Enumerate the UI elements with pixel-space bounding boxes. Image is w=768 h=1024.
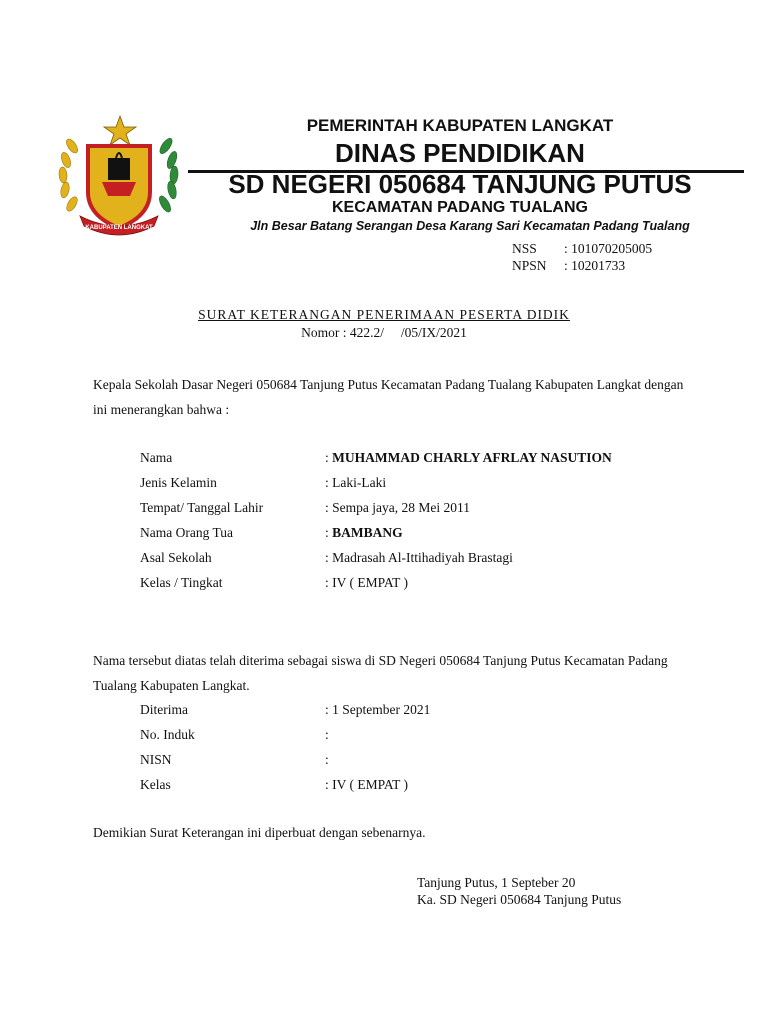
document-title bbox=[0, 306, 768, 323]
field-value: : MUHAMMAD CHARLY AFRLAY NASUTION bbox=[325, 450, 612, 465]
department-name: DINAS PENDIDIKAN bbox=[335, 138, 585, 168]
nss-row bbox=[512, 240, 652, 257]
school-address: Jln Besar Batang Serangan Desa Karang Sari Kecamatan Padang Tualang bbox=[250, 219, 690, 233]
field-value: : bbox=[325, 752, 329, 767]
field-label: Nama bbox=[140, 450, 173, 465]
closing-paragraph: Demikian Surat Keterangan ini diperbuat dengan sebenarnya. bbox=[93, 825, 426, 840]
field-label: Kelas / Tingkat bbox=[140, 575, 223, 590]
field-value: : 1 September 2021 bbox=[325, 702, 431, 717]
school-name: SD NEGERI 050684 TANJUNG PUTUS bbox=[228, 169, 692, 199]
field-value: : Madrasah Al-Ittihadiyah Brastagi bbox=[325, 550, 513, 565]
document-number: Nomor : 422.2/ /05/IX/2021 bbox=[301, 325, 467, 340]
field-value: : Laki-Laki bbox=[325, 475, 387, 490]
signature-place-date: Tanjung Putus, 1 Septeber 20 bbox=[417, 875, 576, 890]
field-label: Kelas bbox=[140, 777, 171, 792]
field-label: Jenis Kelamin bbox=[140, 475, 217, 490]
svg-text:KABUPATEN LANGKAT: KABUPATEN LANGKAT bbox=[85, 225, 153, 231]
signature-role: Ka. SD Negeri 050684 Tanjung Putus bbox=[417, 892, 622, 907]
npsn-value: : 10201733 bbox=[564, 258, 626, 273]
district-name: KECAMATAN PADANG TUALANG bbox=[332, 199, 588, 216]
field-value: : IV ( EMPAT ) bbox=[325, 777, 409, 792]
field-label: Nama Orang Tua bbox=[140, 525, 233, 540]
field-label: Diterima bbox=[140, 702, 188, 717]
government-name: PEMERINTAH KABUPATEN LANGKAT bbox=[306, 116, 614, 135]
field-label: Asal Sekolah bbox=[140, 550, 212, 565]
intro-paragraph: Kepala Sekolah Dasar Negeri 050684 Tanjung Putus Kecamatan Padang Tualang Kabupaten Langkat dengan ini menerangkan bahwa : bbox=[93, 377, 684, 417]
acceptance-paragraph: Nama tersebut diatas telah diterima sebagai siswa di SD Negeri 050684 Tanjung Putus Kecamatan Padang Tualang Kabupaten Langkat. bbox=[93, 653, 668, 693]
kabupaten-langkat-emblem bbox=[50, 112, 180, 240]
nss-label: NSS bbox=[512, 241, 537, 256]
nss-value: : 101070205005 bbox=[564, 241, 653, 256]
field-label: Tempat/ Tanggal Lahir bbox=[140, 500, 264, 515]
npsn-label: NPSN bbox=[512, 258, 547, 273]
field-label: NISN bbox=[140, 752, 172, 767]
field-value: : Sempa jaya, 28 Mei 2011 bbox=[325, 500, 470, 515]
npsn-row bbox=[512, 257, 625, 274]
field-value: : BAMBANG bbox=[325, 525, 403, 540]
field-value: : IV ( EMPAT ) bbox=[325, 575, 409, 590]
field-value: : bbox=[325, 727, 329, 742]
field-label: No. Induk bbox=[140, 727, 195, 742]
document-title-text: SURAT KETERANGAN PENERIMAAN PESERTA DIDIK bbox=[198, 307, 570, 322]
